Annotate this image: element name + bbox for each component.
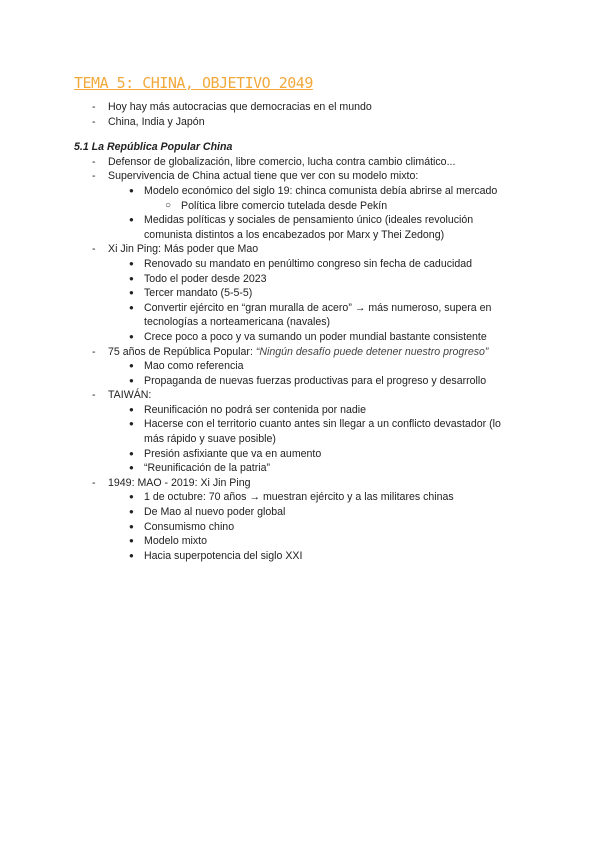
list-item: ● Reunificación no podrá ser contenida por nadie: [129, 403, 367, 416]
list-item: ● Tercer mandato (5-5-5): [129, 287, 253, 300]
list-item: - 75 años de República Popular: “Ningún desafío puede detener nuestro progreso”: [92, 345, 489, 358]
list-item: - Xi Jin Ping: Más poder que Mao: [92, 243, 259, 256]
list-item: ● Propaganda de nuevas fuerzas productivas para el progreso y desarrollo: [129, 374, 487, 387]
bullet-icon: ●: [129, 273, 134, 283]
bullet-icon: ●: [129, 361, 134, 371]
list-item: ● Hacerse con el territorio cuanto antes sin llegar a un conflicto devastador (lo: [129, 418, 501, 431]
list-item: ● Renovado su mandato en penúltimo congreso sin fecha de caducidad: [129, 257, 473, 270]
bullet-icon: ●: [129, 331, 134, 341]
dash-icon: -: [92, 170, 96, 183]
dash-icon: -: [92, 155, 96, 168]
list-item: ● Modelo mixto: [129, 535, 207, 548]
dash-icon: -: [92, 345, 96, 358]
bullet-icon: ●: [129, 404, 134, 414]
list-item-continuation: tecnologías a norteamericana (navales): [144, 316, 331, 329]
bullet-icon: ●: [129, 185, 134, 195]
list-item: ● Medidas políticas y sociales de pensamiento único (ideales revolución: [129, 214, 474, 227]
list-item: ● Todo el poder desde 2023: [129, 272, 267, 285]
list-item: ● Convertir ejército en “gran muralla de acero” → más numeroso, supera en: [129, 301, 492, 314]
bullet-icon: ●: [129, 288, 134, 298]
bullet-icon: ●: [129, 492, 134, 502]
list-item-continuation: comunista distintos a los encabezados por Marx y Thei Zedong): [144, 228, 445, 241]
list-item: ● 1 de octubre: 70 años → muestran ejército y a las militares chinas: [129, 491, 454, 504]
list-item: ● “Reunificación de la patria”: [129, 462, 271, 475]
bullet-icon: ●: [129, 375, 134, 385]
list-item: - Defensor de globalización, libre comercio, lucha contra cambio climático...: [92, 155, 456, 168]
list-item: ● Mao como referencia: [129, 360, 244, 373]
list-item: ● Presión asfixiante que va en aumento: [129, 447, 322, 460]
list-item-continuation: más rápido y suave posible): [144, 433, 276, 446]
bullet-icon: ●: [129, 419, 134, 429]
dash-icon: -: [92, 389, 96, 402]
list-item: - TAIWÁN:: [92, 389, 152, 402]
bullet-icon: ●: [129, 463, 134, 473]
document-body: [0, 100, 600, 563]
list-item: ● Consumismo chino: [129, 520, 235, 533]
list-item: - Supervivencia de China actual tiene que ver con su modelo mixto:: [92, 170, 419, 183]
list-item: ● Hacia superpotencia del siglo XXI: [129, 549, 303, 562]
dash-icon: -: [92, 101, 96, 113]
bullet-icon: ●: [129, 521, 134, 531]
list-item: ● De Mao al nuevo poder global: [129, 506, 286, 519]
list-item: ● Modelo económico del siglo 19: chinca comunista debía abrirse al mercado: [129, 184, 498, 197]
circle-bullet-icon: ○: [165, 199, 172, 211]
list-item: ● Crece poco a poco y va sumando un poder mundial bastante consistente: [129, 330, 487, 343]
list-item: ○ Política libre comercio tutelada desde Pekín: [165, 199, 388, 212]
bullet-icon: ●: [129, 536, 134, 546]
page-title: TEMA 5: CHINA, OBJETIVO 2049: [74, 74, 313, 92]
list-item: - 1949: MAO - 2019: Xi Jin Ping: [92, 476, 251, 489]
section-heading: 5.1 La República Popular China: [74, 141, 233, 154]
dash-icon: -: [92, 115, 96, 128]
bullet-icon: ●: [129, 215, 134, 225]
bullet-icon: ●: [129, 258, 134, 268]
list-item: - Hoy hay más autocracias que democracias en el mundo: [92, 101, 372, 113]
dash-icon: -: [92, 476, 96, 489]
bullet-icon: ●: [129, 302, 134, 312]
dash-icon: -: [92, 243, 96, 256]
quote: “Ningún desafío puede detener nuestro progreso”: [255, 345, 489, 358]
bullet-icon: ●: [129, 550, 134, 560]
bullet-icon: ●: [129, 448, 134, 458]
list-item: - China, India y Japón: [92, 115, 205, 128]
bullet-icon: ●: [129, 507, 134, 517]
